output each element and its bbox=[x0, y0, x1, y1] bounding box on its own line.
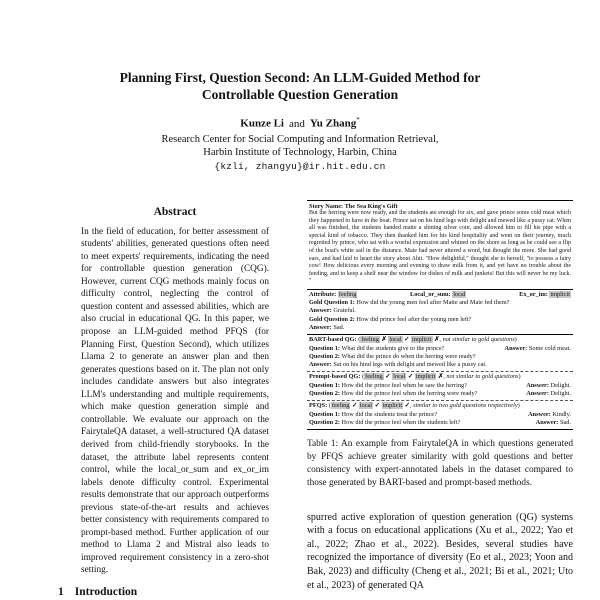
cross-mark-icon: ✗ bbox=[381, 336, 387, 344]
author-line bbox=[0, 116, 600, 130]
author-yu-zhang: Yu Zhang bbox=[309, 117, 357, 130]
prompt-section bbox=[307, 372, 573, 400]
abstract-heading: Abstract bbox=[153, 205, 197, 218]
pfqs-section bbox=[307, 401, 573, 429]
bart-question-2: Question 2: What did the prince do when the herring were ready? bbox=[309, 352, 476, 360]
paper-title-line-2: Controllable Question Generation bbox=[201, 86, 399, 102]
right-column bbox=[307, 200, 573, 600]
bart-question-1: Question 1: What did the students give to the prince? Answer: Some cold meat. bbox=[309, 344, 571, 352]
check-mark-icon: ✓ bbox=[404, 336, 410, 344]
attribute-pair bbox=[309, 291, 357, 299]
abstract-text: In the field of education, for better assessment of students' abilities, generated questions often need to meet experts' requirements, indicating the need for controllable question generation (CQG). However, current CQG methods mainly focus on difficulty control, neglecting the control of question content and assessed abilities, which are also crucial in educational QG. In this paper, we propose an LLM-guided method PFQS (for Planning First, Question Second), which utilizes Llama 2 to generate an answer plan and then generates questions based on it. The plan not only includes candidate answers but also integrates LLM's understanding and multiple requirements, which make question generation simple and controllable. We evaluate our approach on the FairytaleQA dataset, a well-structured QA dataset derived from child-friendly storybooks. In the dataset, the attribute label represents content control, while the local_or_sum and ex_or_im labels denote difficulty control. Experimental results demonstrate that our approach outperforms previous state-of-the-art results and achieves better consistency with requirements compared to prompt-based method. Further application of our method to Llama 2 and Mistral also leads to improved requirement consistency in a zero-shot setting. bbox=[81, 226, 269, 576]
table-1 bbox=[307, 200, 573, 431]
pfqs-question-1: Question 1: How did the students treat the prince? Answer: Kindly. bbox=[309, 410, 571, 418]
check-mark-icon: ✓ bbox=[404, 402, 410, 410]
and-text: and bbox=[288, 117, 305, 130]
intro-paragraph: spurred active exploration of question generation (QG) systems with a focus on educational applications (Xu et al., 2022; Yao et al., 2022; Zhao et al., 2022). Besides, several studies have recognized the importance of diversity (Eo et al., 2023; Yoon and Bak, 2023) and difficulty (Cheng et al., 2021; Bi et al., 2021; Uto et al., 2023) of generated QA bbox=[307, 511, 573, 591]
two-column-body bbox=[0, 172, 600, 600]
pfqs-question-2: Question 2: How did the prince feel when the students left? Answer: Sad. bbox=[309, 418, 571, 426]
author-kunze-li: Kunze Li bbox=[240, 117, 284, 130]
check-mark-icon: ✓ bbox=[385, 373, 391, 381]
section-title: Introduction bbox=[74, 585, 138, 598]
table-1-caption: Table 1: An example from FairytaleQA in which questions generated by PFQS achieve greater similarity with gold questions and better consistency with expert-annotated labels in the dataset compared to those generated by BART-based and prompt-based methods. bbox=[307, 439, 573, 488]
section-heading-introduction bbox=[58, 586, 292, 598]
story-cell bbox=[307, 201, 573, 289]
attribute-label: Attribute: bbox=[309, 290, 337, 298]
cross-mark-icon: ✗ bbox=[434, 336, 440, 344]
ex-or-im-value: implicit bbox=[550, 290, 570, 298]
local-or-sum-pair bbox=[410, 291, 466, 299]
check-mark-icon: ✓ bbox=[374, 402, 380, 410]
local-or-sum-value: local bbox=[453, 290, 466, 298]
paper-title-line-1: Planning First, Question Second: An LLM-Guided Method for bbox=[119, 70, 481, 85]
gold-answer-1: Answer: Grateful. bbox=[309, 307, 356, 315]
gold-question-2: Gold Question 2: How did prince feel after the young men left? bbox=[309, 315, 472, 323]
pfqs-header: PFQS: (feeling ✓ local ✓ implicit ✓, similar to two gold questions respectively) bbox=[309, 402, 520, 410]
left-column bbox=[58, 206, 292, 600]
gold-question-1: Gold Question 1: How did the young men feel after Matte and Maie fed them? bbox=[309, 299, 510, 307]
paper-header bbox=[0, 0, 600, 172]
paper-title bbox=[0, 70, 600, 103]
ex-or-im-pair bbox=[519, 291, 571, 299]
story-name-value: The Sea King's Gift bbox=[344, 202, 398, 210]
affiliation bbox=[0, 133, 600, 159]
attribute-value: feeling bbox=[338, 290, 357, 298]
story-text: But the herring were now ready, and the students ate enough for six, and gave prince some cold meat which they happened to have in the boat. Prince sat on his hind legs with delight and mewed like a pussy cat. When all was finished, the students handed matte a shining silver coin, and allowed him to fill his pipe with a special kind of tobacco. They then thanked him for his kind hospitality and went on their journey, much regretted by prince, who sat with a woeful expression and whined on the shore as long as he could see a flip of the boat's white sail in the distance. Maie had never uttered a word, but thought the more. She had good ears, and had laid to heart the story about Ahti. "How delightful," thought she to herself, "to possess a fairy cow! How delicious every morning and evening to draw milk from it, and yet have no trouble about the feeding, and to keep a shelf near the window for dishes of milk and junkets! But this will never be my luck. " bbox=[309, 210, 571, 285]
attribute-row bbox=[309, 291, 571, 299]
check-mark-icon: ✓ bbox=[407, 373, 414, 381]
ex-or-im-label: Ex_or_im: bbox=[519, 290, 548, 298]
prompt-header: Prompt-based QG: feeling ✓ local ✓ implicit ✗, not similar to gold questions) bbox=[309, 373, 521, 381]
email-address: {kzli, zhangyu}@ir.hit.edu.cn bbox=[214, 160, 386, 172]
story-name-label: Story Name: bbox=[309, 202, 344, 210]
prompt-question-2: Question 2: How did the prince feel when the herring were ready? Answer: Delight. bbox=[309, 389, 571, 397]
bart-answer-2: Answer: Sat on his hind legs with delight and mewed like a pussy cat. bbox=[309, 361, 487, 369]
check-mark-icon: ✓ bbox=[351, 402, 358, 410]
prompt-question-1: Question 1: How did the prince feel when he saw the herring? Answer: Delight. bbox=[309, 381, 571, 389]
bart-header: BART-based QG: feeling ✗ local ✓ implicit ✗, not similar to gold questions) bbox=[309, 336, 517, 344]
gold-answer-2: Answer: Sad. bbox=[309, 323, 345, 331]
section-number: 1 bbox=[58, 585, 64, 598]
affiliation-line-1: Research Center for Social Computing and Information Retrieval, bbox=[161, 133, 439, 145]
affiliation-line-2: Harbin Institute of Technology, Harbin, China bbox=[203, 146, 397, 158]
local-or-sum-label: Local_or_sum: bbox=[410, 290, 451, 298]
bart-section bbox=[307, 335, 573, 371]
gold-section bbox=[307, 290, 573, 334]
footnote-asterisk: * bbox=[356, 116, 360, 124]
cross-mark-icon: ✗ bbox=[437, 373, 444, 381]
table-rule-bottom bbox=[307, 429, 573, 430]
